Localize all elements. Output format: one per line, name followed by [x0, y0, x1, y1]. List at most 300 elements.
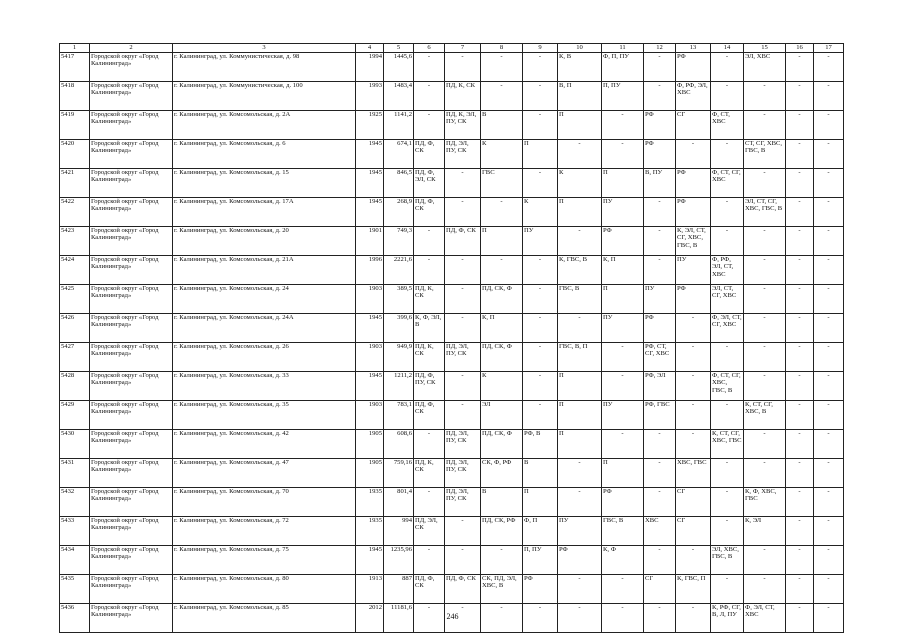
table-cell: -	[481, 546, 523, 575]
table-cell: 389,5	[384, 285, 414, 314]
table-cell: РФ	[558, 546, 602, 575]
table-cell: К, СТ, СГ, ХВС, ГВС	[711, 430, 744, 459]
table-cell: ПД, СК, Ф	[481, 430, 523, 459]
table-cell: ЭЛ, ХВС, ГВС, В	[711, 546, 744, 575]
table-cell: -	[676, 401, 711, 430]
table-cell: -	[481, 256, 523, 285]
table-cell: П	[602, 285, 644, 314]
table-cell: ЭЛ, СТ, СГ, ХВС	[711, 285, 744, 314]
table-cell: П	[558, 372, 602, 401]
table-cell: г. Калининград, ул. Комсомольская, д. 42	[173, 430, 356, 459]
table-cell: 2221,6	[384, 256, 414, 285]
table-cell: -	[558, 604, 602, 633]
table-cell: -	[676, 372, 711, 401]
table-cell: 1901	[356, 227, 384, 256]
column-number-cell: 6	[414, 44, 445, 53]
table-cell: ПД, Ф, СК	[414, 401, 445, 430]
table-cell: В, П	[558, 82, 602, 111]
table-cell: 1925	[356, 111, 384, 140]
table-cell: -	[602, 140, 644, 169]
table-row	[60, 285, 844, 314]
table-cell: -	[644, 604, 676, 633]
table-row	[60, 372, 844, 401]
table-cell: -	[786, 459, 814, 488]
table-cell: Городской округ «Город Калининград»	[90, 546, 173, 575]
table-cell: -	[676, 140, 711, 169]
table-cell: -	[523, 111, 558, 140]
table-cell: ПД, Ф, ЭЛ, СК	[414, 169, 445, 198]
table-cell: 11181,6	[384, 604, 414, 633]
table-cell: 1235,96	[384, 546, 414, 575]
table-cell: -	[814, 343, 844, 372]
table-cell: В	[481, 111, 523, 140]
table-cell: К, ГВС, В	[558, 256, 602, 285]
table-cell: ПУ	[523, 227, 558, 256]
table-cell: П	[602, 169, 644, 198]
table-cell: Городской округ «Город Калининград»	[90, 343, 173, 372]
table-cell: Городской округ «Город Калининград»	[90, 575, 173, 604]
table-cell: СГ	[644, 575, 676, 604]
table-cell: П	[602, 459, 644, 488]
table-cell: -	[786, 430, 814, 459]
table-cell: -	[711, 227, 744, 256]
table-cell: -	[445, 546, 481, 575]
table-cell: -	[814, 517, 844, 546]
table-cell: -	[786, 372, 814, 401]
table-cell: -	[414, 53, 445, 82]
table-row	[60, 488, 844, 517]
table-cell: Ф, СТ, СГ, ХВС	[711, 169, 744, 198]
table-cell: -	[786, 488, 814, 517]
table-cell: -	[558, 140, 602, 169]
page-number: 246	[446, 612, 459, 621]
table-cell: -	[711, 82, 744, 111]
table-cell: 1945	[356, 198, 384, 227]
table-cell: 994	[384, 517, 414, 546]
table-cell: ПД, ЭЛ, ПУ, СК	[445, 430, 481, 459]
table-cell: Ф, РФ, ЭЛ, ХВС	[676, 82, 711, 111]
table-cell: В, ПУ	[644, 169, 676, 198]
table-cell: -	[558, 459, 602, 488]
table-cell: -	[786, 604, 814, 633]
table-cell: Городской округ «Город Калининград»	[90, 169, 173, 198]
table-cell: Ф, П, ПУ	[602, 53, 644, 82]
table-cell: 5431	[60, 459, 90, 488]
table-cell: -	[711, 517, 744, 546]
table-cell: СГ	[676, 517, 711, 546]
table-cell: 5418	[60, 82, 90, 111]
table-cell: -	[814, 285, 844, 314]
table-cell: СГ	[676, 488, 711, 517]
table-cell: г. Калининград, ул. Комсомольская, д. 15	[173, 169, 356, 198]
table-cell: -	[602, 430, 644, 459]
column-number-cell: 17	[814, 44, 844, 53]
table-cell: -	[414, 488, 445, 517]
table-cell: 1905	[356, 430, 384, 459]
table-cell: 1903	[356, 343, 384, 372]
table-cell: К, ЭЛ, СТ, СГ, ХВС, ГВС, В	[676, 227, 711, 256]
table-row	[60, 53, 844, 82]
table-cell: ХВС	[644, 517, 676, 546]
table-cell: К, П	[481, 314, 523, 343]
table-cell: 5419	[60, 111, 90, 140]
table-cell: К	[481, 372, 523, 401]
table-cell: -	[786, 401, 814, 430]
table-cell: РФ	[676, 198, 711, 227]
table-cell: 1483,4	[384, 82, 414, 111]
table-cell: П	[558, 111, 602, 140]
table-cell: 1945	[356, 372, 384, 401]
column-number-cell: 15	[744, 44, 786, 53]
table-cell: РФ	[644, 314, 676, 343]
table-row	[60, 430, 844, 459]
table-cell: -	[445, 401, 481, 430]
table-cell: -	[676, 546, 711, 575]
table-cell: -	[814, 372, 844, 401]
table-cell: Городской округ «Город Калининград»	[90, 285, 173, 314]
table-cell: К	[481, 140, 523, 169]
table-cell: -	[786, 111, 814, 140]
table-cell: СГ	[676, 111, 711, 140]
table-cell: -	[644, 227, 676, 256]
table-row	[60, 343, 844, 372]
table-cell: г. Калининград, ул. Комсомольская, д. 33	[173, 372, 356, 401]
table-cell: К, РФ, СГ, В, Л, ПУ	[711, 604, 744, 633]
table-cell: 801,4	[384, 488, 414, 517]
table-cell: РФ	[523, 575, 558, 604]
table-cell: -	[676, 314, 711, 343]
column-number-cell: 5	[384, 44, 414, 53]
column-number-cell: 13	[676, 44, 711, 53]
table-cell: -	[711, 575, 744, 604]
table-cell: -	[786, 53, 814, 82]
table-cell: Городской округ «Город Калининград»	[90, 488, 173, 517]
table-cell: -	[644, 459, 676, 488]
table-cell: Городской округ «Город Калининград»	[90, 256, 173, 285]
table-cell: -	[676, 430, 711, 459]
table-cell: -	[744, 227, 786, 256]
table-cell: Городской округ «Город Калининград»	[90, 372, 173, 401]
table-cell: ПД, Ф, СК	[414, 140, 445, 169]
table-cell: 5426	[60, 314, 90, 343]
table-cell: -	[814, 227, 844, 256]
table-cell: В	[523, 459, 558, 488]
table-cell: -	[602, 372, 644, 401]
table-cell: -	[786, 198, 814, 227]
table-cell: ПУ	[602, 198, 644, 227]
table-cell: ПД, ЭЛ, ПУ, СК	[445, 343, 481, 372]
table-cell: -	[602, 343, 644, 372]
table-cell: П, ПУ	[523, 546, 558, 575]
table-cell: -	[744, 111, 786, 140]
table-cell: -	[814, 575, 844, 604]
table-cell: П	[558, 401, 602, 430]
table-cell: ПД, СК, Ф	[481, 285, 523, 314]
table-cell: -	[786, 285, 814, 314]
table-cell: -	[644, 430, 676, 459]
table-cell: г. Калининград, ул. Комсомольская, д. 26	[173, 343, 356, 372]
table-cell: П	[523, 488, 558, 517]
table-cell: 5425	[60, 285, 90, 314]
table-cell: 5435	[60, 575, 90, 604]
table-row	[60, 401, 844, 430]
table-cell: 5424	[60, 256, 90, 285]
table-cell: РФ, СТ, СГ, ХВС	[644, 343, 676, 372]
table-cell: -	[814, 401, 844, 430]
column-number-cell: 2	[90, 44, 173, 53]
table-cell: 5417	[60, 53, 90, 82]
table-cell: 1993	[356, 82, 384, 111]
table-cell: -	[814, 198, 844, 227]
table-cell: -	[786, 546, 814, 575]
table-cell: -	[676, 343, 711, 372]
table-cell: Городской округ «Город Калининград»	[90, 459, 173, 488]
table-cell: ПД, К, СК	[414, 459, 445, 488]
table-cell: -	[744, 546, 786, 575]
column-number-cell: 14	[711, 44, 744, 53]
table-cell: -	[814, 488, 844, 517]
table-cell: -	[814, 256, 844, 285]
table-cell: г. Калининград, ул. Комсомольская, д. 24	[173, 285, 356, 314]
table-cell: -	[602, 111, 644, 140]
table-cell: 5434	[60, 546, 90, 575]
table-cell: -	[711, 198, 744, 227]
table-cell: 5433	[60, 517, 90, 546]
table-cell: ПУ	[676, 256, 711, 285]
table-cell: П, ПУ	[602, 82, 644, 111]
table-cell: Ф, СТ, ХВС	[711, 111, 744, 140]
table-cell: -	[744, 343, 786, 372]
table-cell: Городской округ «Город Калининград»	[90, 198, 173, 227]
table-cell: -	[814, 546, 844, 575]
table-cell: К, СТ, СГ, ХВС, В	[744, 401, 786, 430]
table-cell: П	[558, 430, 602, 459]
table-cell: ПД, ЭЛ, ПУ, СК	[445, 140, 481, 169]
table-cell: Ф, РФ, ЭЛ, СТ, ХВС	[711, 256, 744, 285]
table-cell: СК, Ф, РФ	[481, 459, 523, 488]
table-cell: г. Калининград, ул. Комсомольская, д. 85	[173, 604, 356, 633]
column-number-cell: 12	[644, 44, 676, 53]
table-cell: г. Калининград, ул. Коммунистическая, д. 98	[173, 53, 356, 82]
table-cell: 5423	[60, 227, 90, 256]
table-cell: ПД, Ф, СК	[414, 575, 445, 604]
table-cell: Городской округ «Город Калининград»	[90, 53, 173, 82]
table-cell: г. Калининград, ул. Комсомольская, д. 72	[173, 517, 356, 546]
table-cell: -	[523, 401, 558, 430]
table-cell: -	[644, 198, 676, 227]
table-cell: 749,3	[384, 227, 414, 256]
table-row	[60, 546, 844, 575]
table-cell: -	[523, 53, 558, 82]
table-cell: ГВС, В, П	[558, 343, 602, 372]
table-cell: 5436	[60, 604, 90, 633]
table-cell: -	[814, 169, 844, 198]
table-cell: -	[558, 314, 602, 343]
table-row	[60, 314, 844, 343]
table-cell: -	[414, 82, 445, 111]
table-cell: -	[445, 256, 481, 285]
table-cell: Городской округ «Город Калининград»	[90, 314, 173, 343]
table-cell: ПД, СК, РФ	[481, 517, 523, 546]
table-cell: г. Калининград, ул. Комсомольская, д. 20	[173, 227, 356, 256]
table-cell: П	[558, 198, 602, 227]
table-cell: К, Ф, ХВС, ГВС	[744, 488, 786, 517]
table-cell: -	[814, 314, 844, 343]
table-cell: В	[481, 488, 523, 517]
table-cell: -	[744, 256, 786, 285]
table-cell: -	[786, 82, 814, 111]
table-cell: 1211,2	[384, 372, 414, 401]
table-cell: г. Калининград, ул. Комсомольская, д. 6	[173, 140, 356, 169]
table-cell: 268,9	[384, 198, 414, 227]
table-cell: -	[445, 169, 481, 198]
table-cell: ГВС, В	[602, 517, 644, 546]
table-cell: 1996	[356, 256, 384, 285]
table-cell: -	[445, 198, 481, 227]
table-cell: -	[445, 285, 481, 314]
table-cell: г. Калининград, ул. Комсомольская, д. 75	[173, 546, 356, 575]
table-cell: -	[481, 604, 523, 633]
table-cell: -	[414, 227, 445, 256]
table-cell: 5429	[60, 401, 90, 430]
table-cell: ПД, К, СК	[445, 82, 481, 111]
table-cell: -	[602, 575, 644, 604]
table-cell: -	[711, 140, 744, 169]
table-row	[60, 111, 844, 140]
table-cell: -	[414, 546, 445, 575]
table-cell: 1905	[356, 459, 384, 488]
table-cell: 5432	[60, 488, 90, 517]
table-cell: ХВС, ГВС	[676, 459, 711, 488]
table-cell: 1141,2	[384, 111, 414, 140]
table-cell: П	[481, 227, 523, 256]
table-row	[60, 517, 844, 546]
table-cell: ПД, СК, Ф	[481, 343, 523, 372]
table-cell: -	[711, 459, 744, 488]
table-cell: 1945	[356, 314, 384, 343]
table-cell: К	[523, 198, 558, 227]
table-cell: -	[744, 285, 786, 314]
table-cell: РФ, ГВС	[644, 401, 676, 430]
table-cell: г. Калининград, ул. Комсомольская, д. 80	[173, 575, 356, 604]
table-row	[60, 459, 844, 488]
table-cell: -	[744, 575, 786, 604]
table-cell: -	[814, 459, 844, 488]
column-number-cell: 11	[602, 44, 644, 53]
table-cell: ЭЛ, ХВС	[744, 53, 786, 82]
table-cell: -	[445, 517, 481, 546]
table-cell: -	[523, 256, 558, 285]
table-cell: ПД, ЭЛ, СК	[414, 517, 445, 546]
table-cell: -	[644, 546, 676, 575]
column-number-cell: 1	[60, 44, 90, 53]
table-cell: К, Ф	[602, 546, 644, 575]
table-cell: 887	[384, 575, 414, 604]
table-cell: -	[786, 343, 814, 372]
table-cell: К, П	[602, 256, 644, 285]
table-cell: Ф, ЭЛ, СТ, СГ, ХВС	[711, 314, 744, 343]
table-cell: -	[523, 343, 558, 372]
table-cell: ГВС	[481, 169, 523, 198]
table-cell: -	[786, 314, 814, 343]
column-number-cell: 4	[356, 44, 384, 53]
table-cell: -	[814, 111, 844, 140]
table-cell: 5428	[60, 372, 90, 401]
table-cell: ГВС, В	[558, 285, 602, 314]
table-cell: 1945	[356, 546, 384, 575]
table-cell: ЭЛ, СТ, СГ, ХВС, ГВС, В	[744, 198, 786, 227]
table-cell: 1903	[356, 401, 384, 430]
table-cell: К	[558, 169, 602, 198]
table-cell: 846,5	[384, 169, 414, 198]
table-cell: -	[414, 111, 445, 140]
table-row	[60, 169, 844, 198]
table-cell: ПД, К, СК	[414, 343, 445, 372]
table-cell: Городской округ «Город Калининград»	[90, 111, 173, 140]
table-cell: -	[414, 256, 445, 285]
table-cell: К, В	[558, 53, 602, 82]
table-row	[60, 198, 844, 227]
table-cell: 1935	[356, 488, 384, 517]
table-cell: г. Калининград, ул. Комсомольская, д. 70	[173, 488, 356, 517]
table-cell: -	[744, 459, 786, 488]
table-cell: Городской округ «Город Калининград»	[90, 430, 173, 459]
table-cell: -	[445, 53, 481, 82]
table-cell: Городской округ «Город Калининград»	[90, 401, 173, 430]
table-cell: СТ, СГ, ХВС, ГВС, В	[744, 140, 786, 169]
table-cell: -	[744, 169, 786, 198]
table-cell: -	[445, 314, 481, 343]
table-cell: 5430	[60, 430, 90, 459]
table-cell: 1913	[356, 575, 384, 604]
table-cell: РФ	[602, 488, 644, 517]
table-cell: -	[814, 140, 844, 169]
table-cell: ЭЛ	[481, 401, 523, 430]
table-row	[60, 227, 844, 256]
table-cell: РФ	[602, 227, 644, 256]
table-cell: -	[786, 227, 814, 256]
table-cell: -	[786, 256, 814, 285]
table-cell: 5420	[60, 140, 90, 169]
table-row	[60, 140, 844, 169]
table-cell: -	[786, 169, 814, 198]
table-row	[60, 256, 844, 285]
table-cell: РФ, В	[523, 430, 558, 459]
table-cell: ПД, ЭЛ, ПУ, СК	[445, 459, 481, 488]
column-number-cell: 7	[445, 44, 481, 53]
table-cell: -	[602, 604, 644, 633]
table-cell: К, ЭЛ	[744, 517, 786, 546]
table-body	[60, 44, 844, 633]
table-cell: -	[558, 575, 602, 604]
table-cell: -	[786, 517, 814, 546]
table-row	[60, 82, 844, 111]
table-cell: 1445,6	[384, 53, 414, 82]
table-cell: г. Калининград, ул. Комсомольская, д. 17А	[173, 198, 356, 227]
column-number-cell: 3	[173, 44, 356, 53]
column-number-cell: 8	[481, 44, 523, 53]
table-cell: Ф, ЭЛ, СТ, ХВС	[744, 604, 786, 633]
table-cell: РФ	[644, 111, 676, 140]
table-cell: г. Калининград, ул. Комсомольская, д. 21А	[173, 256, 356, 285]
table-cell: СК, ПД, ЭЛ, ХВС, В	[481, 575, 523, 604]
table-cell: -	[481, 53, 523, 82]
table-cell: П	[523, 140, 558, 169]
table-cell: г. Калининград, ул. Комсомольская, д. 24А	[173, 314, 356, 343]
table-cell: 1945	[356, 140, 384, 169]
table-cell: 1994	[356, 53, 384, 82]
table-cell: Городской округ «Город Калининград»	[90, 604, 173, 633]
